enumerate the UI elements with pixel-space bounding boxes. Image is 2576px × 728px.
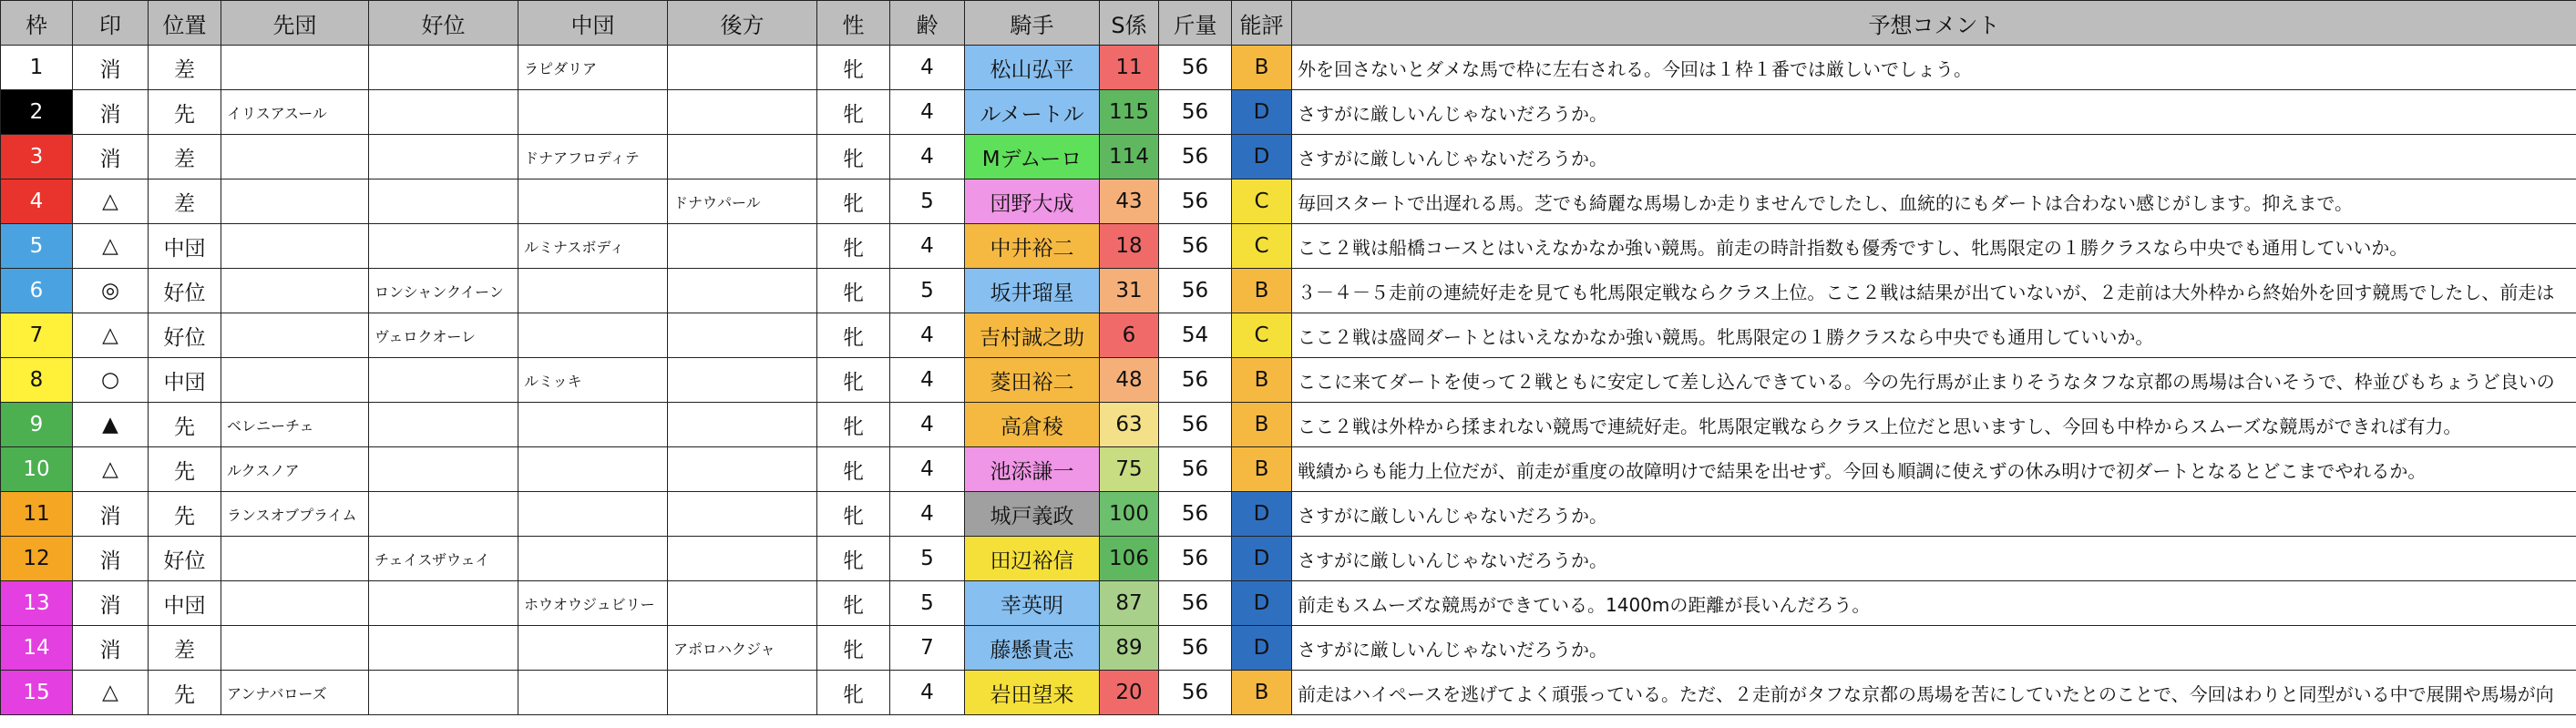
age-cell: 7 [890,626,965,671]
kohou-cell [668,358,817,403]
jockey-cell: 岩田望来 [965,671,1100,715]
s-kei-cell: 100 [1100,492,1159,537]
table-row [1,492,2576,537]
kohou-cell [668,313,817,358]
chudan-cell [518,313,668,358]
chudan-cell: ルミナスボディ [518,224,668,269]
jockey-cell: 吉村誠之助 [965,313,1100,358]
jockey-cell: 団野大成 [965,179,1100,224]
waku-cell: 12 [1,537,73,581]
s-kei-cell: 87 [1100,581,1159,626]
koui-cell [369,179,518,224]
waku-cell: 5 [1,224,73,269]
header-sendan: 先団 [221,1,369,46]
koui-cell [369,90,518,135]
comment-cell: 前走もスムーズな競馬ができている。1400mの距離が長いんだろう。 [1292,581,2576,626]
sex-cell: 牝 [817,537,890,581]
jockey-cell: 菱田裕二 [965,358,1100,403]
mark-cell: 消 [73,537,149,581]
table-row [1,90,2576,135]
sendan-cell [221,313,369,358]
age-cell: 4 [890,224,965,269]
rank-cell: D [1232,537,1292,581]
header-waku: 枠 [1,1,73,46]
chudan-cell: ラピダリア [518,46,668,90]
koui-cell: ヴェロクオーレ [369,313,518,358]
jockey-cell: 松山弘平 [965,46,1100,90]
position-cell: 先 [149,671,221,715]
age-cell: 4 [890,358,965,403]
table-row [1,179,2576,224]
age-cell: 5 [890,537,965,581]
kinryo-cell: 56 [1159,581,1232,626]
kinryo-cell: 56 [1159,671,1232,715]
chudan-cell [518,269,668,313]
kinryo-cell: 54 [1159,313,1232,358]
chudan-cell: ホウオウジュビリー [518,581,668,626]
waku-cell: 8 [1,358,73,403]
jockey-cell: 田辺裕信 [965,537,1100,581]
comment-cell: 戦績からも能力上位だが、前走が重度の故障明けで結果を出せず。今回も順調に使えずの休み明けで初ダートとなるとどこまでやれるか。 [1292,447,2576,492]
mark-cell: △ [73,224,149,269]
comment-cell: さすがに厳しいんじゃないだろうか。 [1292,537,2576,581]
koui-cell [369,671,518,715]
kinryo-cell: 56 [1159,403,1232,447]
s-kei-cell: 11 [1100,46,1159,90]
jockey-cell: ルメートル [965,90,1100,135]
s-kei-cell: 89 [1100,626,1159,671]
waku-cell: 11 [1,492,73,537]
header-mark: 印 [73,1,149,46]
comment-cell: さすがに厳しいんじゃないだろうか。 [1292,90,2576,135]
waku-cell: 9 [1,403,73,447]
rank-cell: B [1232,671,1292,715]
jockey-cell: 池添謙一 [965,447,1100,492]
waku-cell: 1 [1,46,73,90]
position-cell: 中団 [149,224,221,269]
rank-cell: C [1232,313,1292,358]
table-row [1,135,2576,179]
header-sex: 性 [817,1,890,46]
age-cell: 4 [890,403,965,447]
koui-cell [369,626,518,671]
comment-cell: さすがに厳しいんじゃないだろうか。 [1292,492,2576,537]
rank-cell: B [1232,358,1292,403]
age-cell: 4 [890,90,965,135]
rank-cell: C [1232,179,1292,224]
s-kei-cell: 6 [1100,313,1159,358]
chudan-cell: ドナアフロディテ [518,135,668,179]
kohou-cell [668,671,817,715]
position-cell: 差 [149,46,221,90]
sex-cell: 牝 [817,90,890,135]
age-cell: 5 [890,269,965,313]
s-kei-cell: 48 [1100,358,1159,403]
sendan-cell [221,626,369,671]
koui-cell [369,135,518,179]
table-row [1,626,2576,671]
age-cell: 4 [890,313,965,358]
jockey-cell: 高倉稜 [965,403,1100,447]
position-cell: 先 [149,492,221,537]
rank-cell: C [1232,224,1292,269]
chudan-cell [518,447,668,492]
chudan-cell [518,90,668,135]
table-row [1,671,2576,715]
position-cell: 差 [149,626,221,671]
mark-cell: ▲ [73,403,149,447]
chudan-cell: ルミッキ [518,358,668,403]
chudan-cell [518,537,668,581]
s-kei-cell: 114 [1100,135,1159,179]
header-chudan: 中団 [518,1,668,46]
sendan-cell: イリスアスール [221,90,369,135]
table-row [1,581,2576,626]
comment-cell: さすがに厳しいんじゃないだろうか。 [1292,135,2576,179]
kinryo-cell: 56 [1159,135,1232,179]
position-cell: 差 [149,135,221,179]
header-kinryo: 斤量 [1159,1,1232,46]
s-kei-cell: 31 [1100,269,1159,313]
kinryo-cell: 56 [1159,46,1232,90]
sex-cell: 牝 [817,447,890,492]
sex-cell: 牝 [817,358,890,403]
sex-cell: 牝 [817,269,890,313]
comment-cell: 前走はハイペースを逃げてよく頑張っている。ただ、２走前がタフな京都の馬場を苦にしていたとのことで、今回はわりと同型がいる中で展開や馬場が向 [1292,671,2576,715]
table-row [1,46,2576,90]
jockey-cell: 幸英明 [965,581,1100,626]
s-kei-cell: 20 [1100,671,1159,715]
waku-cell: 15 [1,671,73,715]
jockey-cell: Mデムーロ [965,135,1100,179]
jockey-cell: 坂井瑠星 [965,269,1100,313]
mark-cell: 消 [73,492,149,537]
koui-cell [369,224,518,269]
kinryo-cell: 56 [1159,537,1232,581]
sex-cell: 牝 [817,581,890,626]
waku-cell: 14 [1,626,73,671]
sex-cell: 牝 [817,46,890,90]
header-rank: 能評 [1232,1,1292,46]
comment-cell: ３－４－５走前の連続好走を見ても牝馬限定戦ならクラス上位。ここ２戦は結果が出ていないが、２走前は大外枠から終始外を回す競馬でしたし、前走は [1292,269,2576,313]
waku-cell: 2 [1,90,73,135]
header-row [1,1,2576,46]
koui-cell [369,358,518,403]
waku-cell: 3 [1,135,73,179]
kinryo-cell: 56 [1159,269,1232,313]
table-row [1,537,2576,581]
s-kei-cell: 106 [1100,537,1159,581]
chudan-cell [518,492,668,537]
sendan-cell: ルクスノア [221,447,369,492]
kohou-cell [668,135,817,179]
waku-cell: 6 [1,269,73,313]
sex-cell: 牝 [817,671,890,715]
mark-cell: 消 [73,46,149,90]
position-cell: 先 [149,403,221,447]
comment-cell: ここ２戦は船橋コースとはいえなかなか強い競馬。前走の時計指数も優秀ですし、牝馬限定の１勝クラスなら中央でも通用していいか。 [1292,224,2576,269]
s-kei-cell: 63 [1100,403,1159,447]
position-cell: 好位 [149,537,221,581]
age-cell: 4 [890,671,965,715]
table-row [1,358,2576,403]
waku-cell: 4 [1,179,73,224]
rank-cell: D [1232,626,1292,671]
comment-cell: ここ２戦は盛岡ダートとはいえなかなか強い競馬。牝馬限定の１勝クラスなら中央でも通用していいか。 [1292,313,2576,358]
rank-cell: B [1232,403,1292,447]
position-cell: 好位 [149,313,221,358]
position-cell: 先 [149,90,221,135]
koui-cell [369,46,518,90]
mark-cell: △ [73,179,149,224]
position-cell: 差 [149,179,221,224]
s-kei-cell: 75 [1100,447,1159,492]
header-koui: 好位 [369,1,518,46]
header-jockey: 騎手 [965,1,1100,46]
sendan-cell [221,135,369,179]
header-comment: 予想コメント [1292,1,2576,46]
sendan-cell [221,581,369,626]
kohou-cell [668,492,817,537]
koui-cell: ロンシャンクイーン [369,269,518,313]
comment-cell: ここに来てダートを使って２戦ともに安定して差し込んできている。今の先行馬が止まりそうなタフな京都の馬場は合いそうで、枠並びもちょうど良いの [1292,358,2576,403]
mark-cell: △ [73,447,149,492]
position-cell: 中団 [149,358,221,403]
sendan-cell [221,224,369,269]
rank-cell: B [1232,269,1292,313]
table-row [1,269,2576,313]
rank-cell: B [1232,46,1292,90]
sendan-cell: アンナバローズ [221,671,369,715]
kinryo-cell: 56 [1159,447,1232,492]
s-kei-cell: 18 [1100,224,1159,269]
table-row [1,447,2576,492]
kohou-cell [668,403,817,447]
kohou-cell: アポロハクジャ [668,626,817,671]
mark-cell: ○ [73,358,149,403]
kohou-cell [668,46,817,90]
rank-cell: D [1232,492,1292,537]
jockey-cell: 城戸義政 [965,492,1100,537]
rank-cell: D [1232,135,1292,179]
jockey-cell: 藤懸貴志 [965,626,1100,671]
koui-cell [369,403,518,447]
s-kei-cell: 43 [1100,179,1159,224]
sendan-cell [221,358,369,403]
rank-cell: D [1232,581,1292,626]
kinryo-cell: 56 [1159,492,1232,537]
sex-cell: 牝 [817,403,890,447]
kohou-cell [668,90,817,135]
kohou-cell [668,224,817,269]
header-position: 位置 [149,1,221,46]
header-age: 齢 [890,1,965,46]
table-body [1,46,2576,715]
kinryo-cell: 56 [1159,224,1232,269]
age-cell: 4 [890,492,965,537]
koui-cell [369,492,518,537]
waku-cell: 10 [1,447,73,492]
sex-cell: 牝 [817,135,890,179]
table-row [1,313,2576,358]
kohou-cell [668,581,817,626]
sex-cell: 牝 [817,626,890,671]
comment-cell: 外を回さないとダメな馬で枠に左右される。今回は１枠１番では厳しいでしょう。 [1292,46,2576,90]
sendan-cell [221,537,369,581]
sex-cell: 牝 [817,313,890,358]
kinryo-cell: 56 [1159,626,1232,671]
comment-cell: さすがに厳しいんじゃないだろうか。 [1292,626,2576,671]
mark-cell: △ [73,671,149,715]
age-cell: 4 [890,46,965,90]
age-cell: 5 [890,179,965,224]
comment-cell: 毎回スタートで出遅れる馬。芝でも綺麗な馬場しか走りませんでしたし、血統的にもダートは合わない感じがします。抑えまで。 [1292,179,2576,224]
rank-cell: B [1232,447,1292,492]
jockey-cell: 中井裕二 [965,224,1100,269]
table-row [1,403,2576,447]
kinryo-cell: 56 [1159,179,1232,224]
mark-cell: 消 [73,626,149,671]
sendan-cell: ベレニーチェ [221,403,369,447]
mark-cell: △ [73,313,149,358]
sendan-cell [221,269,369,313]
kinryo-cell: 56 [1159,90,1232,135]
koui-cell [369,447,518,492]
chudan-cell [518,671,668,715]
sex-cell: 牝 [817,224,890,269]
age-cell: 4 [890,447,965,492]
position-cell: 中団 [149,581,221,626]
koui-cell [369,581,518,626]
sendan-cell [221,179,369,224]
position-cell: 先 [149,447,221,492]
mark-cell: 消 [73,90,149,135]
chudan-cell [518,626,668,671]
rank-cell: D [1232,90,1292,135]
mark-cell: ◎ [73,269,149,313]
age-cell: 5 [890,581,965,626]
mark-cell: 消 [73,581,149,626]
waku-cell: 13 [1,581,73,626]
waku-cell: 7 [1,313,73,358]
mark-cell: 消 [73,135,149,179]
kohou-cell: ドナウパール [668,179,817,224]
chudan-cell [518,179,668,224]
header-kohou: 後方 [668,1,817,46]
sex-cell: 牝 [817,492,890,537]
s-kei-cell: 115 [1100,90,1159,135]
kohou-cell [668,269,817,313]
sendan-cell [221,46,369,90]
position-cell: 好位 [149,269,221,313]
sex-cell: 牝 [817,179,890,224]
header-s-kei: S係 [1100,1,1159,46]
kohou-cell [668,537,817,581]
sendan-cell: ランスオブプライム [221,492,369,537]
chudan-cell [518,403,668,447]
kinryo-cell: 56 [1159,358,1232,403]
comment-cell: ここ２戦は外枠から揉まれない競馬で連続好走。牝馬限定戦ならクラス上位だと思いますし、今回も中枠からスムーズな競馬ができれば有力。 [1292,403,2576,447]
koui-cell: チェイスザウェイ [369,537,518,581]
age-cell: 4 [890,135,965,179]
table-row [1,224,2576,269]
kohou-cell [668,447,817,492]
